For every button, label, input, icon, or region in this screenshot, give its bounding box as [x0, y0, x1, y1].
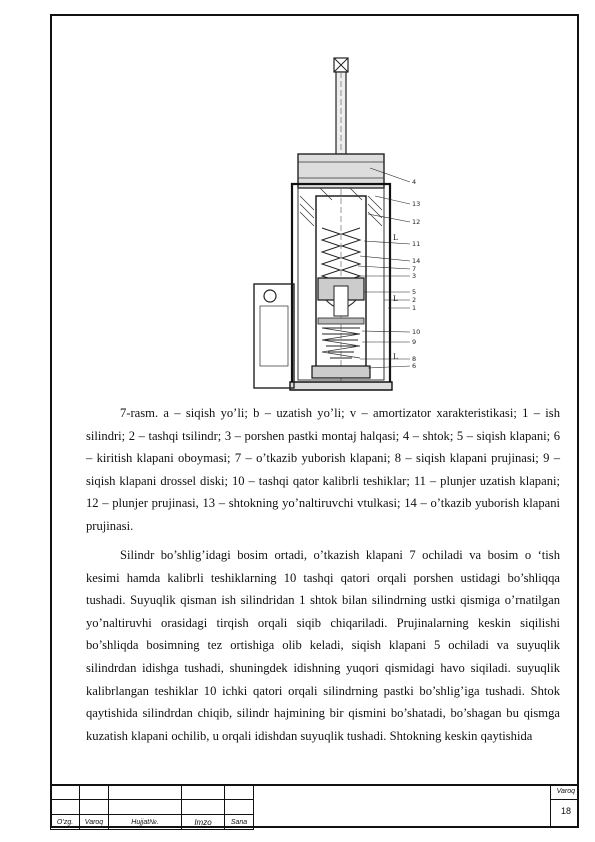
part-label: 8 [412, 355, 417, 363]
svg-text:L: L [393, 353, 398, 361]
paragraph-text: Silindr bo’shlig’idagi bosim ortadi, o’tkazish klapani 7 ochiladi va bosim o ‘tish kesimi hamda kalibrli teshiklarning 10 tashqi qatori orqali porshen ustidagi bo’shliqqa tushadi. Suyuqlik qisman ish silindridan 1 shtok bilan silindrning ustki qismiga o’rnatilgan yo’naltiruvhi orasidagi tirqish orqali siqib chiqariladi. Prujinalarning keskin siqilishi bo’shliqda bosimning tez ortishiga olib keladi, siqish klapani 5 ochiladi va suyuqlik silindrdan idishga tushadi, shuningdek idishning yuqori qismidagi havo siqiladi. suyuqlik kalibrlangan teshiklar 10 ichki qatori orqali silindrning pastki bo’shlig’iga tushadi. Shtok qaytishida silindrdan chiqib, silindr hajmining bir qismini bo’shatadi, bo’shagan bu qismga kuzatish klapani ochilib, u orqali idishdan suyuqlik tushadi. Shtokning keskin qaytishida [86, 548, 560, 743]
part-label: 6 [412, 362, 417, 370]
col-sheet-label: Varoq [80, 815, 109, 830]
part-label: 9 [412, 338, 417, 346]
svg-text:L: L [393, 295, 398, 303]
col-date-label: Sana [225, 815, 254, 830]
part-label: 14 [412, 257, 421, 265]
part-label: 12 [412, 218, 421, 226]
part-label: 1 [412, 304, 417, 312]
title-block [50, 784, 579, 828]
sheet-label: Varoq [556, 788, 575, 795]
part-label: 5 [412, 288, 417, 296]
part-label: 13 [412, 200, 421, 208]
title-block-table [50, 784, 254, 830]
col-doc-label: Hujjat№. [109, 815, 182, 830]
figure-caption [86, 402, 560, 538]
part-label: 4 [412, 178, 417, 186]
part-label: 7 [412, 265, 417, 273]
part-label: 11 [412, 240, 421, 248]
sheet-number: 18 [560, 806, 571, 816]
col-sign-label: Imzo [182, 815, 225, 830]
svg-text:L: L [393, 234, 398, 242]
shock-absorber-figure [250, 56, 430, 396]
caption-text: 7-rasm. a – siqish yo’li; b – uzatish yo’li; v – amortizator xarakteristikasi; 1 – ish silindri; 2 – tashqi tsilindr; 3 – porshen pastki montaj halqasi; 4 – shtok; 5 – siqish klapani; 6 – kiritish klapani oboymasi; 7 – o’tkazib yuborish klapani; 8 – siqish klapani prujinasi; 9 – siqish klapani drossel diski; 10 – tashqi qator kalibrli teshiklar; 11 – plunjer uzatish klapani; 12 – plunjer prujinasi, 13 – shtokning yo’naltiruvchi vtulkasi; 14 – o’tkazib yuborish klapani prujinasi. [86, 406, 560, 533]
part-label: 2 [412, 296, 417, 304]
part-label: 3 [412, 272, 417, 280]
body-paragraph [86, 544, 560, 747]
part-label: 10 [412, 328, 421, 336]
col-change-label: O’zg. [51, 815, 80, 830]
